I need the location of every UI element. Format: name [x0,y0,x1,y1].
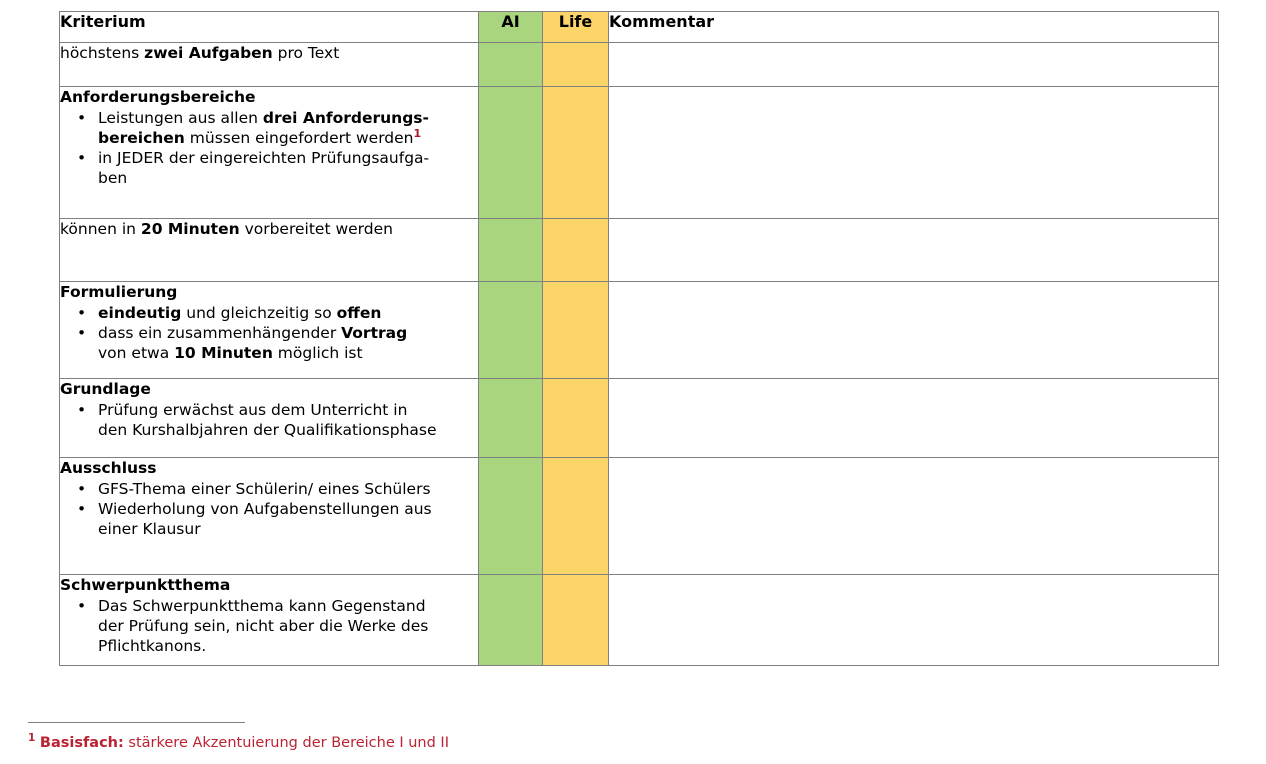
cell-ai[interactable] [479,219,543,282]
row-vorbereitung [60,219,479,282]
cell-kommentar[interactable] [609,379,1219,458]
bullet-list [60,596,478,656]
cell-life[interactable] [543,282,609,379]
footnote-text [28,734,728,752]
cell-ai[interactable] [479,87,543,219]
bullet-list [60,108,478,188]
footnote-marker: 1 [413,126,422,140]
cell-ai[interactable] [479,379,543,458]
row-title: Formulierung [60,283,178,301]
bullet-item: • Wiederholung von Aufgabenstellungen aus einer Klausur [98,499,478,539]
cell-life[interactable] [543,458,609,575]
footnote-number: 1 [28,732,36,745]
cell-ai[interactable] [479,282,543,379]
cell-life[interactable] [543,575,609,666]
table-row [60,379,1219,458]
cell-life[interactable] [543,379,609,458]
table-row [60,282,1219,379]
cell-life[interactable] [543,219,609,282]
table-row [60,219,1219,282]
cell-kommentar[interactable] [609,575,1219,666]
table-header-row [60,12,1219,43]
row-schwerpunktthema [60,575,479,666]
cell-ai[interactable] [479,458,543,575]
row-title: Anforderungsbereiche [60,88,256,106]
row-formulierung [60,282,479,379]
bullet-item: • Das Schwerpunktthema kann Gegenstand der Prüfung sein, nicht aber die Werke des Pflichtkanons. [98,596,478,656]
column-header-ai: AI [479,12,543,43]
bullet-list [60,303,478,363]
cell-ai[interactable] [479,43,543,87]
row-ausschluss [60,458,479,575]
table-body [60,43,1219,666]
cell-kommentar[interactable] [609,43,1219,87]
bullet-item: • GFS-Thema einer Schülerin/ eines Schülers [98,479,478,499]
column-header-life: Life [543,12,609,43]
bullet-item: • in JEDER der eingereichten Prüfungsaufga- ben [98,148,478,188]
cell-kommentar[interactable] [609,87,1219,219]
cell-ai[interactable] [479,575,543,666]
row-title: Grundlage [60,380,151,398]
column-header-kriterium: Kriterium [60,12,479,43]
row-title: Ausschluss [60,459,157,477]
row-aufgaben [60,43,479,87]
bullet-item: • Prüfung erwächst aus dem Unterricht in den Kurshalbjahren der Qualifikationsphase [98,400,478,440]
table-row [60,43,1219,87]
row-grundlage [60,379,479,458]
cell-kommentar[interactable] [609,282,1219,379]
bullet-item: • dass ein zusammenhängender Vortrag von etwa 10 Minuten möglich ist [98,323,478,363]
bullet-list [60,479,478,539]
row-text: höchstens zwei Aufgaben pro Text [60,44,340,62]
cell-kommentar[interactable] [609,458,1219,575]
cell-life[interactable] [543,87,609,219]
footnote-separator [28,722,245,723]
table-row [60,458,1219,575]
footnote-area [28,722,728,752]
row-anforderungsbereiche [60,87,479,219]
row-title: Schwerpunktthema [60,576,231,594]
footnote-label: Basisfach: [39,735,124,751]
footnote-body: stärkere Akzentuierung der Bereiche I und II [123,735,449,751]
bullet-list [60,400,478,440]
table-row [60,87,1219,219]
row-text: können in 20 Minuten vorbereitet werden [60,220,393,238]
table-row [60,575,1219,666]
cell-kommentar[interactable] [609,219,1219,282]
bullet-item: • eindeutig und gleichzeitig so offen [98,303,478,323]
bullet-item: • Leistungen aus allen drei Anforderungs- bereichen müssen eingefordert werden$^1$ [98,108,478,148]
column-header-kommentar: Kommentar [609,12,1219,43]
criteria-table [59,11,1219,666]
cell-life[interactable] [543,43,609,87]
